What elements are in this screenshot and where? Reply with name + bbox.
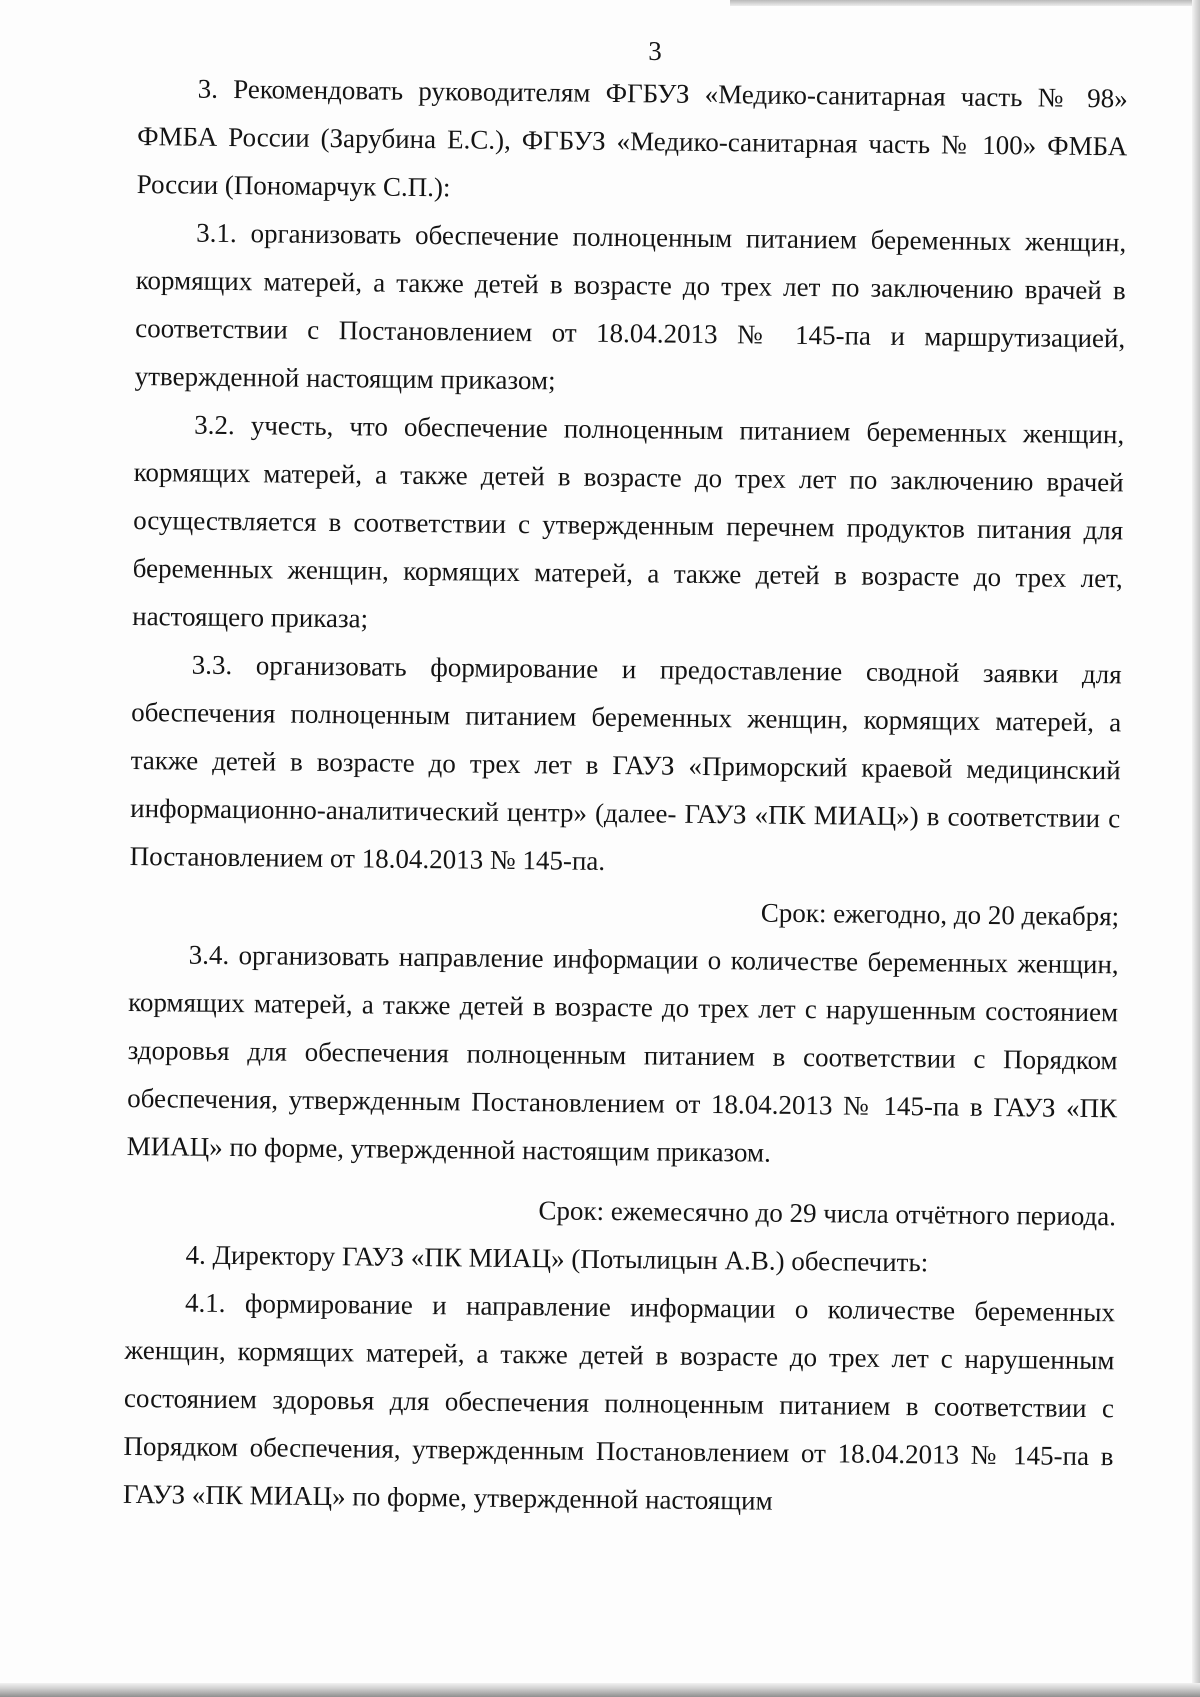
scan-edge-top [730, 0, 1200, 6]
paragraph-item-3-2: 3.2. учесть, что обеспечение полноценным питанием беременных женщин, кормящих матерей, а также детей в возрасте до трех лет по заключению врачей осуществляется в соответствии с утвержденным перечнем продуктов питания для беременных женщин, кормящих матерей, а также детей в возрасте до трех лет, настоящего приказа; [132, 409, 1125, 634]
paragraph-item-3-4: 3.4. организовать направление информации о количестве беременных женщин, кормящих матерей, а также детей в возрасте до трех лет с нарушенным состоянием здоровья для обеспечения полноценным питанием в соответствии с Порядком обеспечения, утвержденным Постановлением от 18.04.2013 № 145-па в ГАУЗ «ПК МИАЦ» по форме, утвержденной настоящим приказом. [126, 939, 1119, 1168]
paragraph-item-3-1: 3.1. организовать обеспечение полноценным питанием беременных женщин, кормящих матерей, а также детей в возрасте до трех лет по заключению врачей в соответствии с Постановлением от 18.04.2013 № 145-па и маршрутизацией, утвержденной настоящим приказом; [134, 217, 1127, 396]
paragraph-item-3: 3. Рекомендовать руководителям ФГБУЗ «Медико-санитарная часть № 98» ФМБА России (Зарубина Е.С.), ФГБУЗ «Медико-санитарная часть № 100» ФМБА России (Пономарчук С.П.): [136, 73, 1128, 203]
scan-edge-bottom [0, 1683, 1200, 1697]
paragraph-item-4-1: 4.1. формирование и направление информации о количестве беременных женщин, кормящих матерей, а также детей в возрасте до трех лет с нарушенным состоянием здоровья для обеспечения полноценным питанием в соответствии с Порядком обеспечения, утвержденным Постановлением от 18.04.2013 № 145-па в ГАУЗ «ПК МИАЦ» по форме, утвержденной настоящим [122, 1287, 1116, 1516]
scan-edge-right [1192, 0, 1200, 1697]
deadline-monthly: Срок: ежемесячно до 29 числа отчётного периода. [538, 1195, 1117, 1232]
paragraph-item-4: 4. Директору ГАУЗ «ПК МИАЦ» (Потылицын А.В.) обеспечить: [185, 1239, 929, 1278]
paragraph-item-3-3: 3.3. организовать формирование и предоставление сводной заявки для обеспечения полноценным питанием беременных женщин, кормящих матерей, а также детей в возрасте до трех лет в ГАУЗ «Приморский краевой медицинский информационно-аналитический центр» (далее- ГАУЗ «ПК МИАЦ») в соответствии с Постановлением от 18.04.2013 № 145-па. [129, 649, 1122, 876]
page-number: 3 [648, 36, 662, 66]
document-body [123, 64, 1128, 1528]
deadline-annual: Срок: ежегодно, до 20 декабря; [760, 897, 1120, 932]
